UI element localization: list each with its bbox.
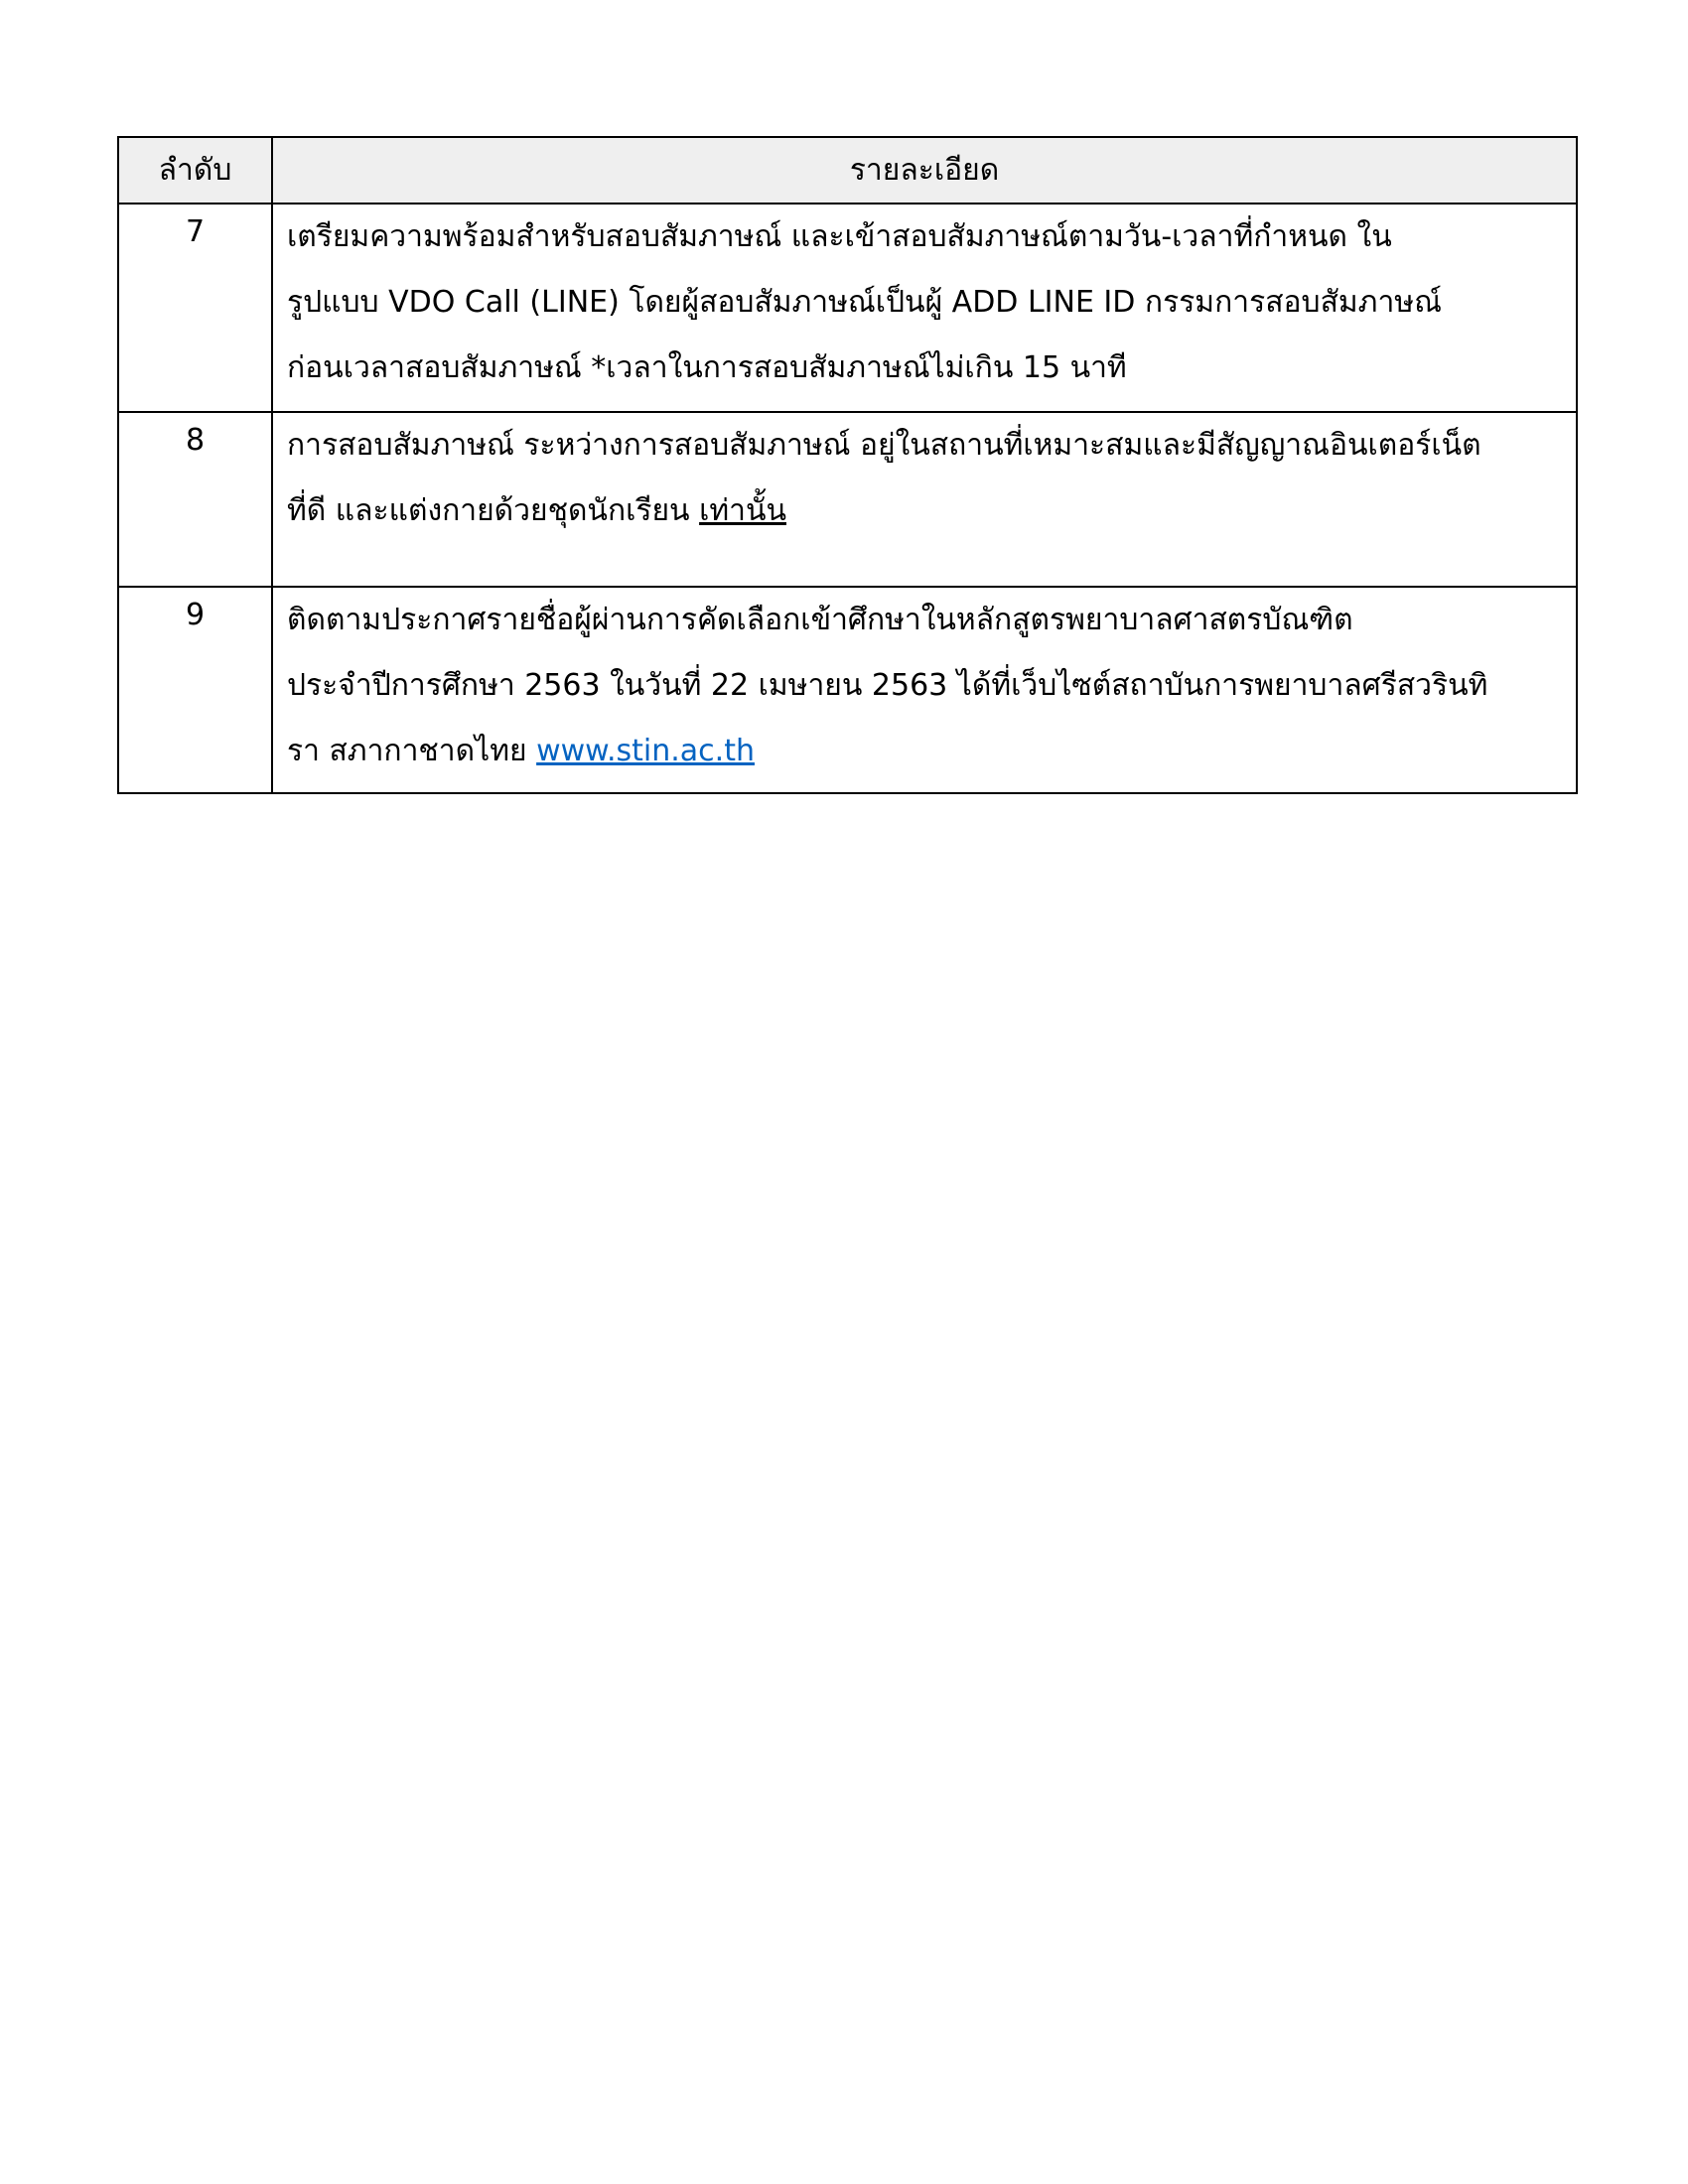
row-number: 8 [118,412,272,587]
table-row [118,204,1577,412]
detail-line-text: ที่ดี และแต่งกายด้วยชุดนักเรียน [287,493,700,528]
row-number: 7 [118,204,272,412]
emphasis-text: เท่านั้น [699,493,786,528]
detail-line: รูปแบบ VDO Call (LINE) โดยผู้สอบสัมภาษณ์เป็นผู้ ADD LINE ID กรรมการสอบสัมภาษณ์ [287,285,1442,320]
detail-line [287,719,1562,784]
detail-line: ประจำปีการศึกษา 2563 ในวันที่ 22 เมษายน 2563 ได้ที่เว็บไซต์สถาบันการพยาบาลศรีสวรินทิ [287,668,1488,703]
detail-line-text: รา สภากาชาดไทย [287,734,537,768]
website-link[interactable]: www.stin.ac.th [536,734,755,768]
header-number: ลำดับ [118,137,272,204]
row-details [272,412,1577,587]
detail-line: เตรียมความพร้อมสำหรับสอบสัมภาษณ์ และเข้าสอบสัมภาษณ์ตามวัน-เวลาที่กำหนด ใน [287,219,1392,254]
header-details: รายละเอียด [272,137,1577,204]
table-header-row [118,137,1577,204]
row-number: 9 [118,587,272,793]
row-details [272,204,1577,412]
detail-line [287,478,1562,544]
detail-line: การสอบสัมภาษณ์ ระหว่างการสอบสัมภาษณ์ อยู่ในสถานที่เหมาะสมและมีสัญญาณอินเตอร์เน็ต [287,428,1481,463]
row-details [272,587,1577,793]
table-row [118,587,1577,793]
procedure-table [117,136,1578,794]
table-row [118,412,1577,587]
detail-line: ก่อนเวลาสอบสัมภาษณ์ *เวลาในการสอบสัมภาษณ์ไม่เกิน 15 นาที [287,350,1127,385]
detail-line: ติดตามประกาศรายชื่อผู้ผ่านการคัดเลือกเข้าศึกษาในหลักสูตรพยาบาลศาสตรบัณฑิต [287,603,1353,637]
